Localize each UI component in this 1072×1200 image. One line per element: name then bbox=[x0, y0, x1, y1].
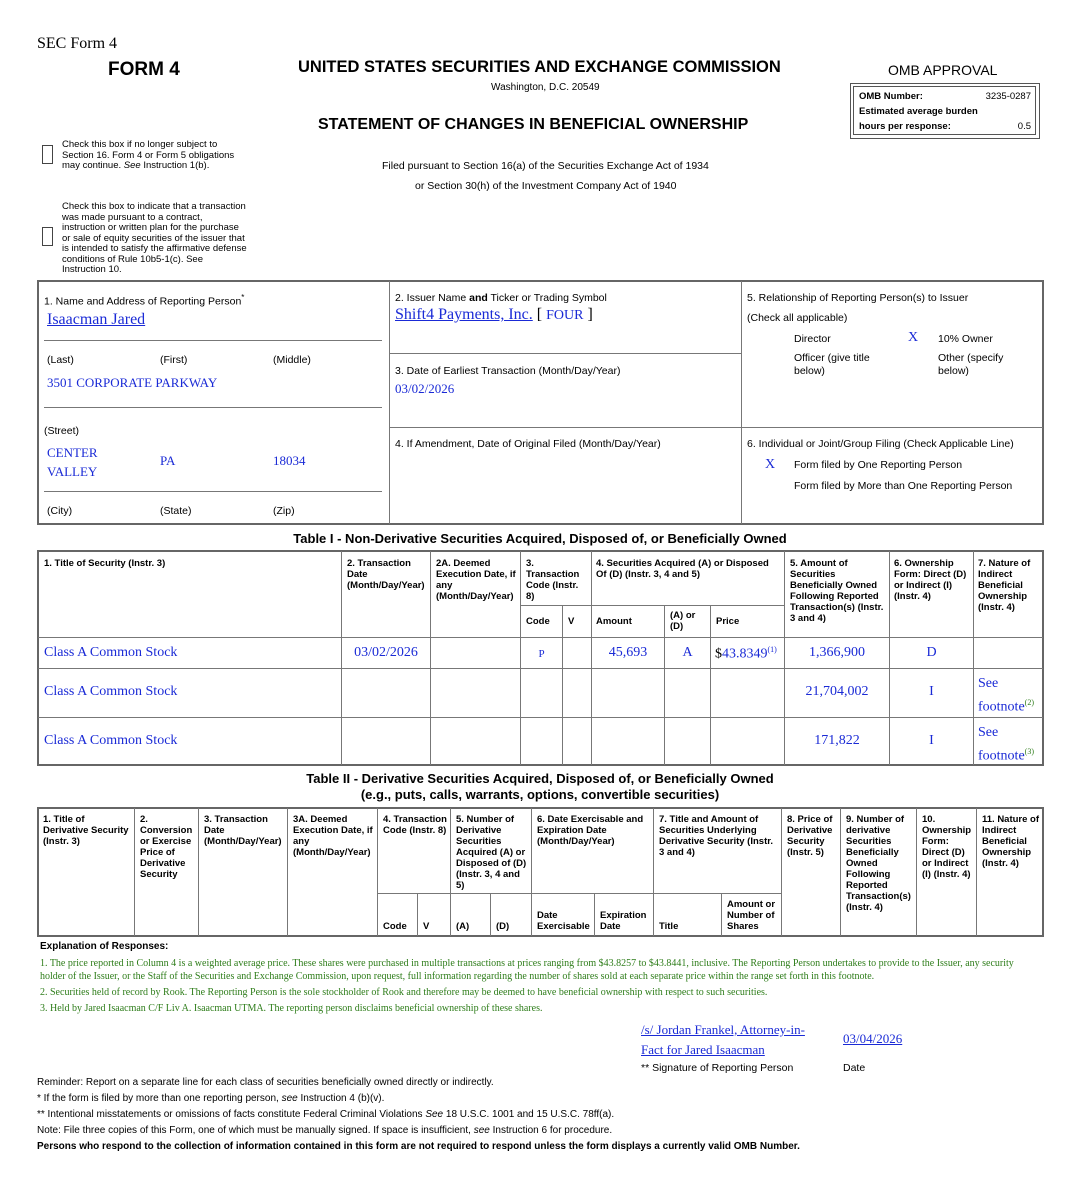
signature-date: 03/04/2026 bbox=[843, 1031, 903, 1046]
t1-r3-title: Class A Common Stock bbox=[44, 733, 178, 748]
t1-v: V bbox=[568, 616, 575, 627]
check-all-label: (Check all applicable) bbox=[747, 312, 848, 324]
issuer-name-line: Shift4 Payments, Inc. [ FOUR ] bbox=[395, 306, 593, 323]
table-row bbox=[44, 733, 177, 749]
t2-h11: 11. Nature of Indirect Beneficial Ownership (Instr. 4) bbox=[982, 814, 1040, 869]
t1-r1-price-val: 43.8349 bbox=[722, 646, 768, 662]
footnote-2: 2. Securities held of record by Rook. The Reporting Person is the sole stockholder of Rook and therefore may be deemed to have beneficial ownership with respect to such securities. bbox=[40, 987, 768, 998]
t1-r3-owned: 171,822 bbox=[814, 733, 860, 748]
t2-h2: 2. Conversion or Exercise Price of Derivative Security bbox=[140, 814, 193, 880]
t1-h6: 6. Ownership Form: Direct (D) or Indirect (I) (Instr. 4) bbox=[894, 558, 967, 602]
t1-h5: 5. Amount of Securities Beneficially Owned Following Reported Transaction(s) (Instr. 3 and 4) bbox=[790, 558, 884, 624]
first-label: (First) bbox=[160, 354, 188, 366]
t2-h7: 7. Title and Amount of Securities Underlying Derivative Security (Instr. 3 and 4) bbox=[659, 814, 774, 858]
t2-h3: 3. Transaction Date (Month/Day/Year) bbox=[204, 814, 282, 847]
omb-burden-label-2: hours per response: bbox=[859, 121, 951, 132]
zip-label: (Zip) bbox=[273, 505, 295, 517]
t1-r1-ad: A bbox=[682, 645, 693, 660]
t1-h7: 7. Nature of Indirect Beneficial Ownership (Instr. 4) bbox=[978, 558, 1031, 613]
filed-pursuant-1: Filed pursuant to Section 16(a) of the Securities Exchange Act of 1934 bbox=[382, 160, 709, 172]
t2-code: Code bbox=[383, 921, 407, 932]
t1-r2-form: I bbox=[929, 684, 934, 699]
issuer-name[interactable]: Shift4 Payments, Inc. bbox=[395, 306, 533, 323]
state-label: (State) bbox=[160, 505, 192, 517]
t1-r2-title: Class A Common Stock bbox=[44, 684, 178, 699]
t2-h5: 5. Number of Derivative Securities Acquired (A) or Disposed of (D) (Instr. 3, 4 and 5) bbox=[456, 814, 527, 891]
earliest-date-value: 03/02/2026 bbox=[395, 381, 455, 396]
t2-date-ex: Date Exercisable bbox=[537, 910, 590, 932]
officer-label: Officer (give title below) bbox=[794, 352, 870, 377]
t2-d: (D) bbox=[496, 921, 510, 932]
t1-h3: 3. Transaction Code (Instr. 8) bbox=[526, 558, 580, 602]
t2-a: (A) bbox=[456, 921, 470, 932]
agency-title: UNITED STATES SECURITIES AND EXCHANGE COMMISSION bbox=[298, 58, 781, 76]
filed-pursuant-2: or Section 30(h) of the Investment Company Act of 1940 bbox=[415, 180, 677, 192]
date-label: Date bbox=[843, 1062, 866, 1074]
omb-number-label: OMB Number: bbox=[859, 91, 923, 102]
other-label: Other (specify below) bbox=[938, 352, 1004, 377]
rule-10b5-text: Check this box to indicate that a transaction was made pursuant to a contract, instruction or written plan for the purchase or sale of equity securities of the issuer that is intended to satisfy the affirmative defense conditions of Rule 10b5-1(c). See Instruction 10. bbox=[62, 201, 247, 275]
t1-price: Price bbox=[716, 616, 740, 627]
rule-10b5-checkbox[interactable] bbox=[42, 227, 53, 246]
t1-aord: (A) or (D) bbox=[670, 610, 696, 632]
t1-h2a: 2A. Deemed Execution Date, if any (Month/Day/Year) bbox=[436, 558, 516, 602]
t1-r1-code: P bbox=[538, 648, 545, 660]
t1-amount: Amount bbox=[596, 616, 632, 627]
t2-h6: 6. Date Exercisable and Expiration Date (Month/Day/Year) bbox=[537, 814, 644, 847]
omb-burden-label-1: Estimated average burden bbox=[859, 106, 978, 117]
agency-location: Washington, D.C. 20549 bbox=[491, 82, 600, 93]
ten-percent-label: 10% Owner bbox=[938, 333, 993, 345]
reminder: Reminder: Report on a separate line for each class of securities beneficially owned directly or indirectly. bbox=[37, 1077, 494, 1088]
signature[interactable]: /s/ Jordan Frankel, Attorney-in- Fact for Jared Isaacman bbox=[641, 1022, 805, 1057]
relationship-label: 5. Relationship of Reporting Person(s) to Issuer bbox=[747, 292, 969, 304]
director-label: Director bbox=[794, 333, 831, 345]
t1-r1-price: $43.8349$^{(1)}$ bbox=[715, 645, 777, 662]
table1-title: Table I - Non-Derivative Securities Acquired, Disposed of, or Beneficially Owned bbox=[293, 531, 787, 546]
no-longer-subject-text: Check this box if no longer subject to Section 16. Form 4 or Form 5 obligations may continue. See Instruction 1(b). bbox=[62, 139, 235, 171]
signature-label: ** Signature of Reporting Person bbox=[641, 1062, 794, 1074]
t1-r1-date: 03/02/2026 bbox=[354, 645, 418, 660]
t1-r1-title: Class A Common Stock bbox=[44, 645, 178, 660]
statement-title: STATEMENT OF CHANGES IN BENEFICIAL OWNERSHIP bbox=[318, 116, 749, 133]
one-person-mark: X bbox=[765, 457, 776, 472]
reporting-person-label: 1. Name and Address of Reporting Person* bbox=[44, 293, 245, 308]
t1-h2: 2. Transaction Date (Month/Day/Year) bbox=[347, 558, 425, 591]
t2-h10: 10. Ownership Form: Direct (D) or Indirect (I) (Instr. 4) bbox=[922, 814, 972, 880]
last-label: (Last) bbox=[47, 354, 74, 366]
t2-h4: 4. Transaction Code (Instr. 8) bbox=[383, 814, 447, 836]
zip-value: 18034 bbox=[273, 453, 306, 468]
street-value: 3501 CORPORATE PARKWAY bbox=[47, 375, 218, 390]
more-person-label: Form filed by More than One Reporting Person bbox=[794, 480, 1013, 492]
form-title: FORM 4 bbox=[108, 59, 180, 80]
one-person-label: Form filed by One Reporting Person bbox=[794, 459, 963, 471]
omb-title: OMB APPROVAL bbox=[888, 62, 998, 78]
t1-r1-amount: 45,693 bbox=[608, 645, 648, 660]
street-label: (Street) bbox=[44, 425, 80, 437]
omb-number: 3235-0287 bbox=[985, 91, 1031, 102]
t2-title: Title bbox=[659, 921, 679, 932]
city-label: (City) bbox=[47, 505, 73, 517]
filing-label: 6. Individual or Joint/Group Filing (Check Applicable Line) bbox=[747, 438, 1014, 450]
explanation-title: Explanation of Responses: bbox=[40, 941, 169, 952]
no-longer-subject-checkbox[interactable] bbox=[42, 145, 53, 164]
footer-line-1: * If the form is filed by more than one reporting person, see Instruction 4 (b)(v). bbox=[37, 1093, 385, 1104]
state-value: PA bbox=[160, 453, 176, 468]
t1-code: Code bbox=[526, 616, 550, 627]
table-row bbox=[44, 645, 177, 661]
table-row bbox=[44, 684, 177, 700]
t1-h4: 4. Securities Acquired (A) or Disposed Of (D) (Instr. 3, 4 and 5) bbox=[596, 558, 769, 580]
amendment-label: 4. If Amendment, Date of Original Filed (Month/Day/Year) bbox=[395, 438, 661, 450]
t1-h1: 1. Title of Security (Instr. 3) bbox=[44, 558, 166, 569]
issuer-ticker: FOUR bbox=[546, 308, 584, 323]
footer-line-2: ** Intentional misstatements or omissions of facts constitute Federal Criminal Violations See 18 U.S.C. 1001 and 15 U.S.C. 78ff(a). bbox=[37, 1109, 615, 1120]
footer-line-4: Persons who respond to the collection of information contained in this form are not required to respond unless the form displays a currently valid OMB Number. bbox=[37, 1141, 800, 1152]
ten-percent-mark: X bbox=[908, 330, 919, 345]
omb-burden: 0.5 bbox=[1017, 121, 1031, 132]
middle-label: (Middle) bbox=[273, 354, 311, 366]
t2-amount: Amount or Number of Shares bbox=[727, 899, 776, 932]
table2-title: Table II - Derivative Securities Acquired, Disposed of, or Beneficially Owned (e.g., puts, calls, warrants, options, convertible securities) bbox=[306, 771, 774, 802]
footer-line-3: Note: File three copies of this Form, one of which must be manually signed. If space is insufficient, see Instruction 6 for procedure. bbox=[37, 1125, 613, 1136]
footnote-1: 1. The price reported in Column 4 is a weighted average price. These shares were purchased in multiple transactions at prices ranging from $43.8257 to $43.8441, inclusive. The Reporting Person undertakes to provide to the Issuer, any security holder of the Issuer, or the Staff of the Securities and Exchange Commission, upon request, full information regarding the number of shares sold at each separate price within the range set forth in this footnote. bbox=[40, 958, 1014, 982]
t1-r2-owned: 21,704,002 bbox=[805, 684, 869, 699]
sec-form-label: SEC Form 4 bbox=[37, 35, 118, 52]
footnote-3: 3. Held by Jared Isaacman C/F Liv A. Isaacman UTMA. The reporting person disclaims beneficial ownership of these shares. bbox=[40, 1003, 543, 1014]
t2-h9: 9. Number of derivative Securities Beneficially Owned Following Reported Transaction(s) (Instr. 4) bbox=[846, 814, 911, 913]
omb-box bbox=[850, 83, 1040, 139]
t2-h3a: 3A. Deemed Execution Date, if any (Month/Day/Year) bbox=[293, 814, 373, 858]
t1-r3-nature: See footnote$^{(3)}$ bbox=[978, 725, 1034, 764]
earliest-date-label: 3. Date of Earliest Transaction (Month/Day/Year) bbox=[395, 365, 621, 377]
t2-v: V bbox=[423, 921, 430, 932]
t2-exp: Expiration Date bbox=[600, 910, 647, 932]
t1-r2-nature: See footnote$^{(2)}$ bbox=[978, 676, 1034, 715]
t1-r3-form: I bbox=[929, 733, 934, 748]
t1-r1-form: D bbox=[926, 645, 937, 660]
reporting-person-name[interactable]: Isaacman Jared bbox=[47, 311, 146, 328]
t1-r1-owned: 1,366,900 bbox=[809, 645, 865, 660]
t2-h1: 1. Title of Derivative Security (Instr. 3) bbox=[43, 814, 129, 847]
city-value: CENTER VALLEY bbox=[47, 445, 98, 479]
t2-h8: 8. Price of Derivative Security (Instr. 5) bbox=[787, 814, 833, 858]
issuer-label: 2. Issuer Name and Ticker or Trading Symbol bbox=[395, 292, 607, 304]
